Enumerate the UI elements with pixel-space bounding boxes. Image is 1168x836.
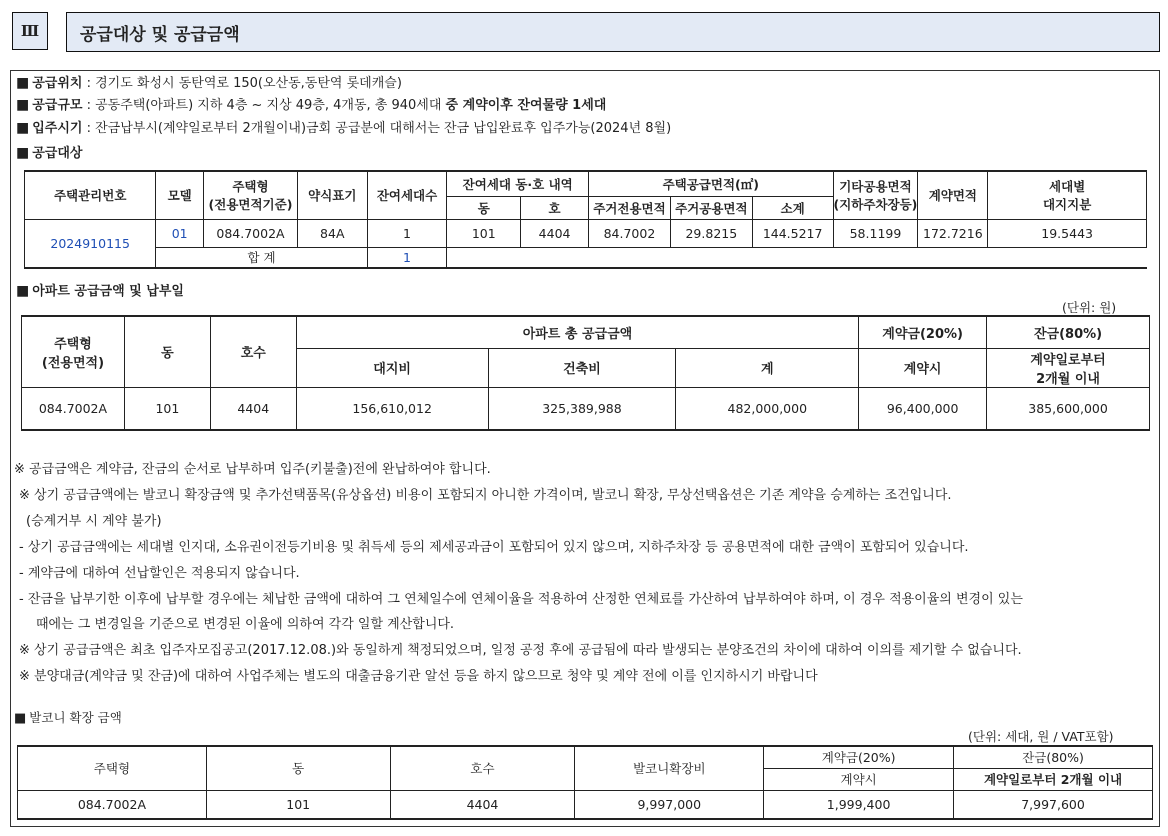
balcony-header-cost: 발코니확장비 bbox=[575, 746, 764, 790]
header-area: 주택공급면적(㎡) bbox=[589, 171, 834, 196]
header-short: 약식표기 bbox=[297, 171, 367, 219]
header-type-sub: (전용면적기준) bbox=[208, 197, 293, 213]
cell-other: 58.1199 bbox=[833, 219, 918, 247]
supply-target-table bbox=[24, 170, 1147, 269]
price-cell-ho: 4404 bbox=[210, 387, 296, 430]
price-heading bbox=[16, 283, 184, 300]
cell-remain: 1 bbox=[367, 219, 447, 247]
price-header-deposit-sub: 계약시 bbox=[859, 348, 987, 387]
bullet-square-icon: ■ bbox=[14, 711, 27, 726]
total-row bbox=[25, 247, 1147, 268]
supply-target-heading bbox=[16, 145, 82, 162]
note-3: (승계거부 시 계약 불가) bbox=[26, 514, 162, 529]
supply-location-line bbox=[16, 75, 402, 92]
header-other-sub: (지하주차장등) bbox=[833, 197, 918, 213]
supply-scale-label: 공급규모 bbox=[32, 98, 83, 113]
header-land-label: 세대별 bbox=[1049, 179, 1086, 195]
header-common: 주거공용면적 bbox=[670, 196, 752, 219]
total-value: 1 bbox=[367, 247, 447, 268]
price-cell-building: 325,389,988 bbox=[488, 387, 676, 430]
bullet-square-icon: ■ bbox=[16, 283, 30, 299]
header-ho: 호 bbox=[521, 196, 589, 219]
price-header-balance-sub bbox=[987, 348, 1150, 387]
note-6: - 잔금을 납부기한 이후에 납부할 경우에는 체납한 금액에 대하여 그 연체일수에 연체이율을 적용하여 산정한 연체료를 가산하여 납부하여야 하며, 이 경우 적용이율의 변경이 있는 bbox=[19, 592, 1023, 607]
balcony-cell-deposit: 1,999,400 bbox=[764, 790, 954, 819]
note-4: - 상기 공급금액에는 세대별 인지대, 소유권이전등기비용 및 취득세 등의 제세공과금이 포함되어 있지 않으며, 지하주차장 등 공용면적에 대한 금액이 포함되어 있습니다. bbox=[19, 540, 969, 555]
supply-target-label: 공급대상 bbox=[32, 146, 83, 161]
balcony-cell-balance: 7,997,600 bbox=[954, 790, 1153, 819]
header-model: 모델 bbox=[156, 171, 204, 219]
price-unit: (단위: 원) bbox=[1062, 300, 1117, 315]
balcony-unit: (단위: 세대, 원 / VAT포함) bbox=[968, 729, 1114, 744]
supply-scale-highlight: 중 계약이후 잔여물량 1세대 bbox=[445, 98, 607, 113]
balcony-heading-label: 발코니 확장 금액 bbox=[29, 710, 122, 725]
table-row bbox=[22, 387, 1150, 430]
header-other bbox=[833, 171, 918, 219]
price-header-balance-sub1: 계약일로부터 bbox=[1030, 352, 1106, 368]
balcony-cell-dong: 101 bbox=[206, 790, 390, 819]
cell-land: 19.5443 bbox=[988, 219, 1147, 247]
price-header-total: 아파트 총 공급금액 bbox=[296, 316, 858, 348]
note-8: ※ 상기 공급금액은 최초 입주자모집공고(2017.12.08.)와 동일하게 책정되었으며, 일정 공정 후에 공급됨에 따라 발생되는 분양조건의 차이에 대하여 이의를 제기할 수 없습니다. bbox=[19, 643, 1022, 658]
cell-private: 84.7002 bbox=[589, 219, 671, 247]
price-cell-balance: 385,600,000 bbox=[987, 387, 1150, 430]
supply-location-value: : 경기도 화성시 동탄역로 150(오산동,동탄역 롯데캐슬) bbox=[82, 76, 402, 91]
table-row bbox=[25, 219, 1147, 247]
price-header-type bbox=[22, 316, 125, 387]
price-cell-land: 156,610,012 bbox=[296, 387, 488, 430]
price-header-land: 대지비 bbox=[296, 348, 488, 387]
balcony-header-deposit-sub: 계약시 bbox=[764, 768, 954, 790]
balcony-cell-cost: 9,997,000 bbox=[575, 790, 764, 819]
balcony-heading bbox=[14, 710, 122, 727]
price-header-deposit: 계약금(20%) bbox=[859, 316, 987, 348]
supply-scale-value: : 공동주택(아파트) 지하 4층 ~ 지상 49층, 4개동, 총 940세대 bbox=[82, 98, 446, 113]
note-9: ※ 분양대금(계약금 및 잔금)에 대하여 사업주체는 별도의 대출금융기관 알선 등을 하지 않으므로 청약 및 계약 전에 이를 인지하시기 바랍니다 bbox=[19, 669, 818, 684]
supply-scale-line bbox=[16, 97, 606, 114]
bullet-square-icon: ■ bbox=[16, 97, 30, 113]
header-land bbox=[988, 171, 1147, 219]
supply-location-label: 공급위치 bbox=[32, 76, 83, 91]
bullet-square-icon: ■ bbox=[16, 75, 30, 91]
balcony-header-deposit: 계약금(20%) bbox=[764, 746, 954, 768]
price-header-dong: 동 bbox=[124, 316, 210, 387]
bullet-square-icon: ■ bbox=[16, 120, 30, 136]
table-row bbox=[18, 790, 1153, 819]
price-cell-dong: 101 bbox=[124, 387, 210, 430]
price-header-balance-sub2: 2개월 이내 bbox=[1036, 371, 1100, 387]
cell-contract-area: 172.7216 bbox=[918, 219, 988, 247]
movein-line bbox=[16, 120, 671, 137]
cell-common: 29.8215 bbox=[670, 219, 752, 247]
balcony-cell-type: 084.7002A bbox=[18, 790, 207, 819]
mgmt-no-link[interactable]: 2024910115 bbox=[25, 219, 156, 268]
price-header-sum: 계 bbox=[676, 348, 859, 387]
movein-value: : 잔금납부시(계약일로부터 2개월이내)금회 공급분에 대해서는 잔금 납입완료후 입주가능(2024년 8월) bbox=[82, 121, 672, 136]
cell-subtotal: 144.5217 bbox=[752, 219, 833, 247]
balcony-cell-ho: 4404 bbox=[390, 790, 575, 819]
price-header-ho: 호수 bbox=[210, 316, 296, 387]
header-private: 주거전용면적 bbox=[589, 196, 671, 219]
price-cell-type: 084.7002A bbox=[22, 387, 125, 430]
header-remain: 잔여세대수 bbox=[367, 171, 447, 219]
price-header-building: 건축비 bbox=[488, 348, 676, 387]
price-header-type-label: 주택형 bbox=[54, 336, 92, 352]
header-contract-area: 계약면적 bbox=[918, 171, 988, 219]
bullet-square-icon: ■ bbox=[16, 145, 30, 161]
header-subtotal: 소계 bbox=[752, 196, 833, 219]
price-heading-label: 아파트 공급금액 및 납부일 bbox=[32, 284, 184, 299]
price-header-type-sub: (전용면적) bbox=[41, 355, 105, 371]
cell-ho: 4404 bbox=[521, 219, 589, 247]
note-2: ※ 상기 공급금액에는 발코니 확장금액 및 추가선택품목(유상옵션) 비용이 포함되지 아니한 가격이며, 발코니 확장, 무상선택옵션은 기존 계약을 승계하는 조건입니다. bbox=[19, 488, 952, 503]
balcony-header-dong: 동 bbox=[206, 746, 390, 790]
balcony-header-type: 주택형 bbox=[18, 746, 207, 790]
price-cell-deposit: 96,400,000 bbox=[859, 387, 987, 430]
balcony-header-balance: 잔금(80%) bbox=[954, 746, 1153, 768]
movein-label: 입주시기 bbox=[32, 121, 83, 136]
section-number: Ⅲ bbox=[12, 12, 48, 50]
cell-type: 084.7002A bbox=[204, 219, 298, 247]
section-title: 공급대상 및 공급금액 bbox=[66, 12, 1160, 52]
balcony-table bbox=[17, 745, 1153, 820]
header-dong: 동 bbox=[447, 196, 521, 219]
price-cell-sum: 482,000,000 bbox=[676, 387, 859, 430]
price-table bbox=[21, 315, 1150, 431]
price-header-balance: 잔금(80%) bbox=[987, 316, 1150, 348]
cell-short: 84A bbox=[297, 219, 367, 247]
cell-dong: 101 bbox=[447, 219, 521, 247]
balcony-header-ho: 호수 bbox=[390, 746, 575, 790]
note-5: - 계약금에 대하여 선납할인은 적용되지 않습니다. bbox=[19, 566, 300, 581]
total-label: 합 계 bbox=[156, 247, 367, 268]
model-link[interactable]: 01 bbox=[156, 219, 204, 247]
note-1: ※ 공급금액은 계약금, 잔금의 순서로 납부하며 입주(키불출)전에 완납하여야 합니다. bbox=[14, 462, 491, 477]
header-type-label: 주택형 bbox=[232, 179, 269, 195]
note-7: 때에는 그 변경일을 기준으로 변경된 이율에 의하여 각각 일할 계산합니다. bbox=[36, 617, 455, 632]
total-empty bbox=[447, 247, 1147, 268]
header-land-sub: 대지지분 bbox=[1042, 197, 1092, 213]
balcony-header-balance-sub: 계약일로부터 2개월 이내 bbox=[954, 768, 1153, 790]
header-unit-detail: 잔여세대 동·호 내역 bbox=[447, 171, 589, 196]
header-other-label: 기타공용면적 bbox=[839, 179, 912, 195]
header-type bbox=[204, 171, 298, 219]
header-mgmt-no: 주택관리번호 bbox=[25, 171, 156, 219]
